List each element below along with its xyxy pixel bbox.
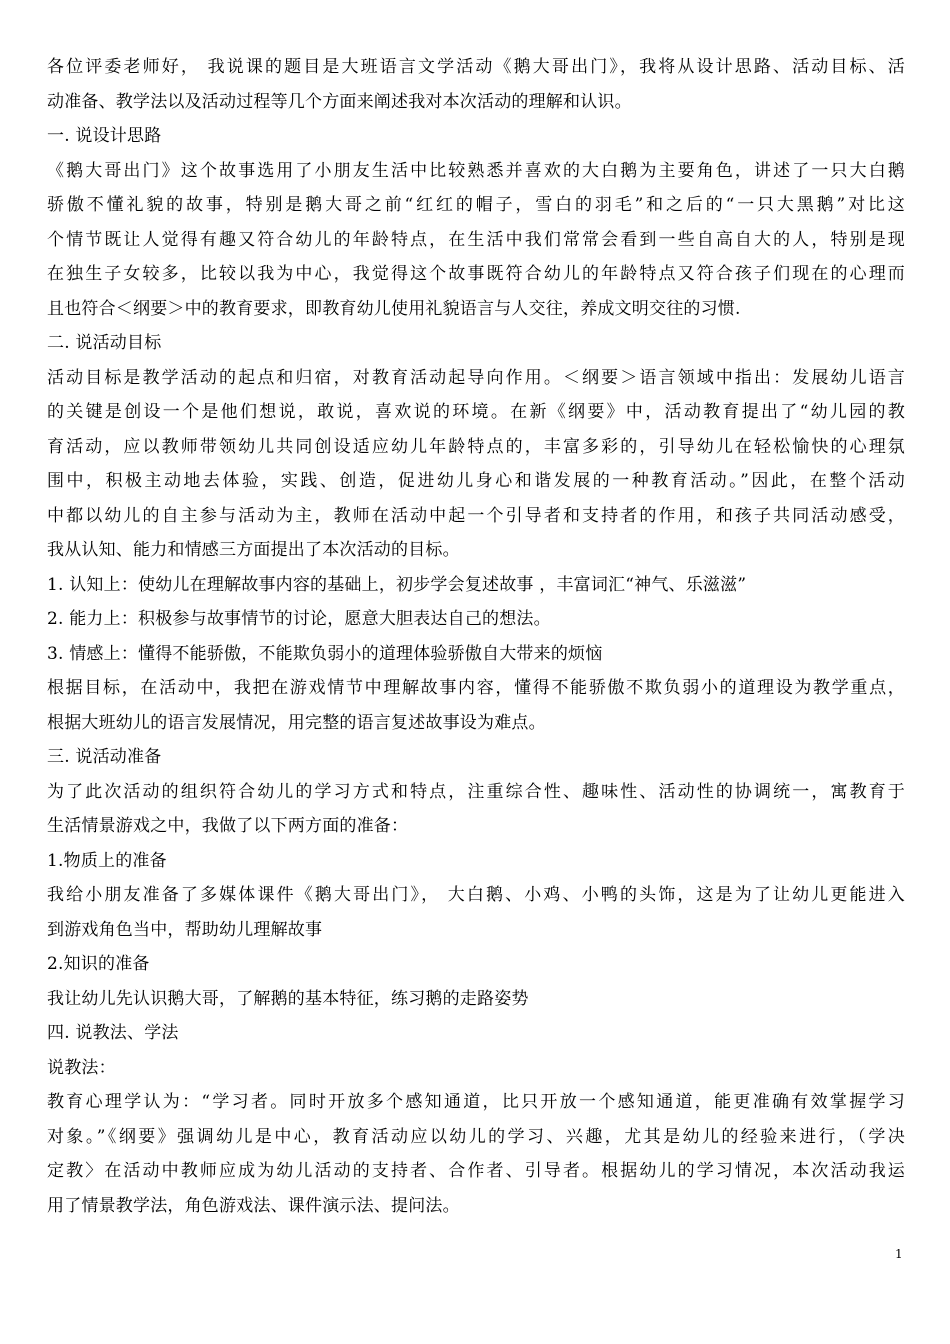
text-line: 我给小朋友准备了多媒体课件《鹅大哥出门》， 大白鹅、小鸡、小鸭的头饰，这是为了让幼儿更能进入 [47, 885, 905, 905]
text-line: 中都以幼儿的自主参与活动为主，教师在活动中起一个引导者和支持者的作用，和孩子共同活动感受， [47, 505, 905, 526]
text-line: 活动目标是教学活动的起点和归宿，对教育活动起导向作用。＜纲要＞语言领域中指出：发展幼儿语言 [47, 367, 905, 388]
text-line: 我让幼儿先认识鹅大哥，了解鹅的基本特征，练习鹅的走路姿势 [47, 988, 529, 1009]
text-line: 一. 说设计思路 [47, 126, 162, 146]
text-line: 个情节既让人觉得有趣又符合幼儿的年龄特点，在生活中我们常常会看到一些自高自大的人，特别是现 [47, 229, 905, 250]
page-number: 1 [895, 1247, 903, 1261]
text-line: 对象。”《纲要》强调幼儿是中心，教育活动应以幼儿的学习、兴趣，尤其是幼儿的经验来进行，（学决 [47, 1126, 905, 1147]
text-line: 的关键是创设一个是他们想说，敢说，喜欢说的环境。在新《纲要》中，活动教育提出了“幼儿园的教 [47, 402, 905, 422]
text-line: 定教〉在活动中教师应成为幼儿活动的支持者、合作者、引导者。根据幼儿的学习情况，本次活动我运 [47, 1161, 905, 1181]
text-line: 1. 认知上：使幼儿在理解故事内容的基础上，初步学会复述故事 ，丰富词汇“神气、乐滋滋” [47, 574, 747, 595]
text-line: 为了此次活动的组织符合幼儿的学习方式和特点，注重综合性、趣味性、活动性的协调统一，寓教育于 [47, 781, 905, 802]
text-line: 2.知识的准备 [47, 954, 150, 974]
text-line: 1.物质上的准备 [47, 850, 167, 871]
document-body [47, 50, 905, 1223]
text-line: 说教法： [47, 1057, 116, 1078]
text-line: 四. 说教法、学法 [47, 1023, 179, 1043]
text-line: 根据大班幼儿的语言发展情况，用完整的语言复述故事设为难点。 [47, 712, 546, 733]
text-line: 根据目标，在活动中，我把在游戏情节中理解故事内容，懂得不能骄傲不欺负弱小的道理设为教学重点， [47, 678, 905, 698]
text-line: 各位评委老师好， 我说课的题目是大班语言文学活动《鹅大哥出门》，我将从设计思路、活动目标、活 [47, 57, 905, 77]
text-line: 育活动，应以教师带领幼儿共同创设适应幼儿年龄特点的，丰富多彩的，引导幼儿在轻松愉快的心理氛 [47, 436, 905, 457]
text-line: 教育心理学认为：“学习者。同时开放多个感知通道，比只开放一个感知通道，能更准确有效掌握学习 [47, 1092, 905, 1112]
text-line: 且也符合＜纲要＞中的教育要求，即教育幼儿使用礼貌语言与人交往，养成文明交往的习惯. [47, 298, 741, 319]
text-line: 到游戏角色当中，帮助幼儿理解故事 [47, 919, 323, 940]
text-line: 动准备、教学法以及活动过程等几个方面来阐述我对本次活动的理解和认识。 [47, 91, 632, 112]
text-line: 《鹅大哥出门》这个故事选用了小朋友生活中比较熟悉并喜欢的大白鹅为主要角色，讲述了一只大白鹅 [47, 160, 905, 181]
text-line: 二. 说活动目标 [47, 333, 162, 353]
text-line: 2. 能力上：积极参与故事情节的讨论，愿意大胆表达自己的想法。 [47, 609, 551, 629]
text-line: 我从认知、能力和情感三方面提出了本次活动的目标。 [47, 540, 460, 560]
text-line: 在独生子女较多，比较以我为中心，我觉得这个故事既符合幼儿的年龄特点又符合孩子们现在的心理而 [47, 264, 905, 284]
text-line: 围中，积极主动地去体验，实践、创造，促进幼儿身心和谐发展的一种教育活动。”因此，在整个活动 [47, 471, 905, 491]
text-line: 3. 情感上：懂得不能骄傲，不能欺负弱小的道理体验骄傲自大带来的烦恼 [47, 643, 603, 664]
text-line: 骄傲不懂礼貌的故事，特别是鹅大哥之前“红红的帽子，雪白的羽毛”和之后的“一只大黑鹅”对比这 [47, 195, 905, 215]
text-line: 生活情景游戏之中，我做了以下两方面的准备： [47, 816, 409, 836]
text-line: 三. 说活动准备 [47, 747, 162, 767]
text-line: 用了情景教学法，角色游戏法、课件演示法、提问法。 [47, 1195, 460, 1216]
